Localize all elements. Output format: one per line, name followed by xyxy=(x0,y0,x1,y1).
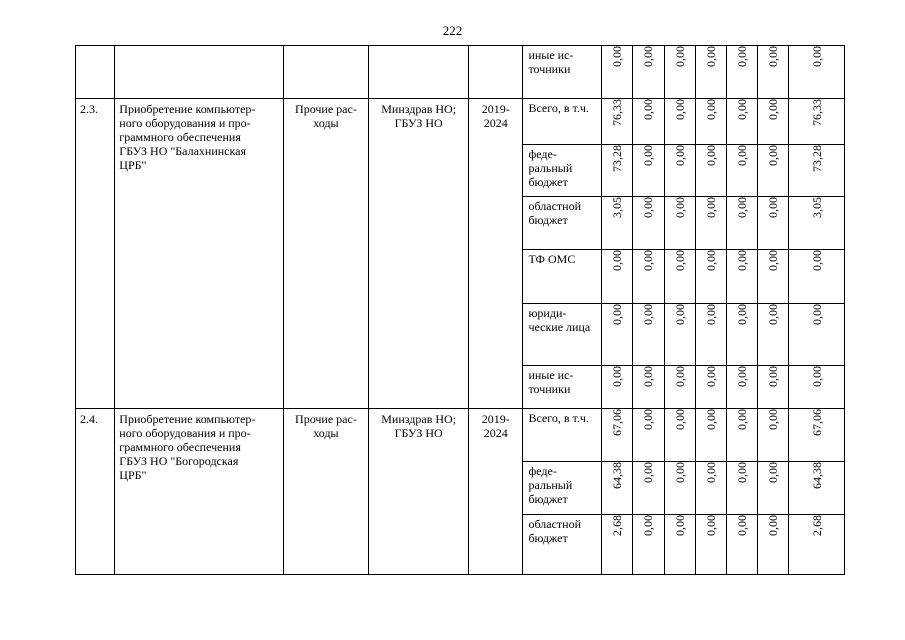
cell-value: 0,00 xyxy=(602,366,633,409)
cell-value: 0,00 xyxy=(695,409,726,462)
cell-value: 76,33 xyxy=(602,99,633,145)
cell-value: 0,00 xyxy=(664,515,695,575)
cell-source: иные ис- точники xyxy=(523,46,602,99)
cell-source: феде- ральный бюджет xyxy=(523,145,602,197)
cell-value: 76,33 xyxy=(789,99,845,145)
cell-value: 0,00 xyxy=(758,366,789,409)
table-row xyxy=(76,99,845,145)
cell-value: 73,28 xyxy=(602,145,633,197)
cell-value: 0,00 xyxy=(664,145,695,197)
cell-value: 0,00 xyxy=(633,366,664,409)
cell-value: 0,00 xyxy=(695,99,726,145)
cell-value: 0,00 xyxy=(664,197,695,250)
cell-value: 64,38 xyxy=(602,462,633,515)
table-row xyxy=(76,46,845,99)
cell-source: иные ис- точники xyxy=(523,366,602,409)
cell-source: областной бюджет xyxy=(523,515,602,575)
cell-value: 0,00 xyxy=(602,250,633,304)
cell-value: 2,68 xyxy=(602,515,633,575)
cell-value: 0,00 xyxy=(695,145,726,197)
cell-source: феде- ральный бюджет xyxy=(523,462,602,515)
cell-value: 2,68 xyxy=(789,515,845,575)
cell-value: 73,28 xyxy=(789,145,845,197)
cell-num xyxy=(76,46,115,99)
cell-value: 0,00 xyxy=(727,462,758,515)
cell-years xyxy=(469,46,523,99)
cell-num: 2.3. xyxy=(76,99,115,409)
cell-value: 0,00 xyxy=(664,99,695,145)
cell-value: 0,00 xyxy=(664,462,695,515)
cell-value: 3,05 xyxy=(789,197,845,250)
cell-org xyxy=(369,46,469,99)
cell-value: 0,00 xyxy=(664,409,695,462)
cell-source: Всего, в т.ч. xyxy=(523,409,602,462)
cell-value: 0,00 xyxy=(602,304,633,366)
cell-value: 0,00 xyxy=(633,462,664,515)
cell-source: ТФ ОМС xyxy=(523,250,602,304)
cell-value: 0,00 xyxy=(727,366,758,409)
cell-value: 0,00 xyxy=(789,250,845,304)
cell-value: 0,00 xyxy=(758,304,789,366)
cell-value: 0,00 xyxy=(633,197,664,250)
cell-name: Приобретение компьютер- ного оборудования и про- граммного обеспечения ГБУЗ НО "Богородская ЦРБ" xyxy=(115,409,283,575)
cell-name xyxy=(115,46,283,99)
cell-value: 0,00 xyxy=(727,250,758,304)
cell-value: 0,00 xyxy=(664,366,695,409)
cell-years: 2019- 2024 xyxy=(469,409,523,575)
cell-value: 67,06 xyxy=(789,409,845,462)
cell-kind xyxy=(283,46,369,99)
cell-value: 0,00 xyxy=(727,409,758,462)
cell-years: 2019- 2024 xyxy=(469,99,523,409)
cell-value: 0,00 xyxy=(633,409,664,462)
cell-value: 0,00 xyxy=(695,515,726,575)
cell-value: 0,00 xyxy=(633,46,664,99)
table-row xyxy=(76,409,845,462)
cell-value: 0,00 xyxy=(758,99,789,145)
cell-value: 0,00 xyxy=(758,409,789,462)
cell-value: 0,00 xyxy=(758,250,789,304)
cell-value: 0,00 xyxy=(727,99,758,145)
cell-value: 0,00 xyxy=(727,304,758,366)
cell-value: 67,06 xyxy=(602,409,633,462)
cell-value: 0,00 xyxy=(664,46,695,99)
cell-org: Минздрав НО; ГБУЗ НО xyxy=(369,99,469,409)
cell-kind: Прочие рас- ходы xyxy=(283,99,369,409)
cell-value: 0,00 xyxy=(664,304,695,366)
cell-kind: Прочие рас- ходы xyxy=(283,409,369,575)
cell-value: 0,00 xyxy=(633,99,664,145)
cell-source: Всего, в т.ч. xyxy=(523,99,602,145)
cell-value: 0,00 xyxy=(695,46,726,99)
cell-value: 0,00 xyxy=(695,366,726,409)
cell-value: 0,00 xyxy=(695,197,726,250)
cell-value: 0,00 xyxy=(789,46,845,99)
cell-value: 0,00 xyxy=(727,46,758,99)
cell-value: 0,00 xyxy=(758,197,789,250)
cell-source: областной бюджет xyxy=(523,197,602,250)
page-number: 222 xyxy=(442,23,463,38)
cell-value: 0,00 xyxy=(633,515,664,575)
cell-value: 0,00 xyxy=(664,250,695,304)
cell-value: 0,00 xyxy=(758,515,789,575)
cell-value: 0,00 xyxy=(727,145,758,197)
cell-value: 0,00 xyxy=(758,145,789,197)
budget-table xyxy=(75,45,845,575)
cell-value: 0,00 xyxy=(602,46,633,99)
cell-value: 0,00 xyxy=(633,145,664,197)
cell-value: 3,05 xyxy=(602,197,633,250)
cell-value: 0,00 xyxy=(695,250,726,304)
cell-name: Приобретение компьютер- ного оборудования и про- граммного обеспечения ГБУЗ НО "Балахнинская ЦРБ" xyxy=(115,99,283,409)
cell-value: 0,00 xyxy=(789,304,845,366)
cell-value: 64,38 xyxy=(789,462,845,515)
cell-value: 0,00 xyxy=(633,250,664,304)
cell-num: 2.4. xyxy=(76,409,115,575)
cell-org: Минздрав НО; ГБУЗ НО xyxy=(369,409,469,575)
cell-value: 0,00 xyxy=(789,366,845,409)
cell-value: 0,00 xyxy=(758,46,789,99)
cell-value: 0,00 xyxy=(695,462,726,515)
cell-source: юриди- ческие лица xyxy=(523,304,602,366)
cell-value: 0,00 xyxy=(727,515,758,575)
cell-value: 0,00 xyxy=(758,462,789,515)
cell-value: 0,00 xyxy=(633,304,664,366)
cell-value: 0,00 xyxy=(727,197,758,250)
cell-value: 0,00 xyxy=(695,304,726,366)
